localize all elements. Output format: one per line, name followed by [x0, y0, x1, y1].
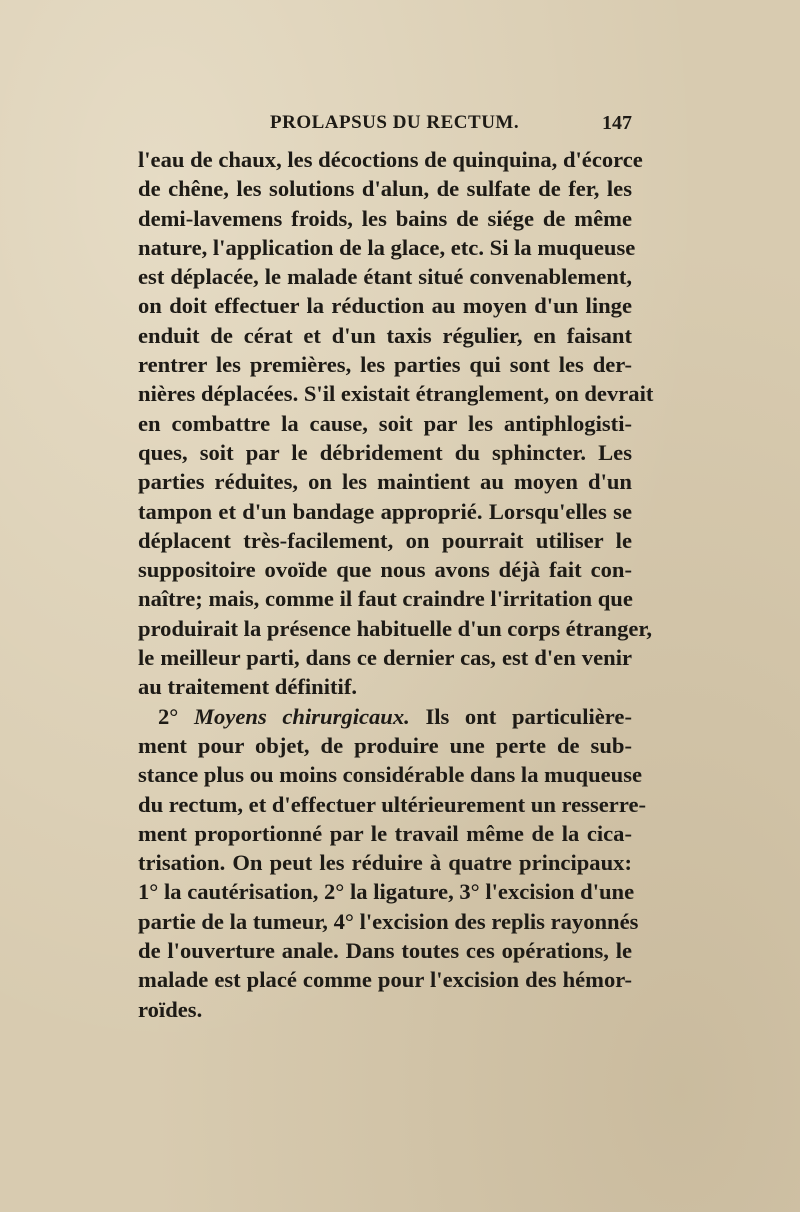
text-line: rentrer les premières, les parties qui sont les der- [138, 352, 632, 378]
text-line: en combattre la cause, soit par les antiphlogisti- [138, 410, 632, 436]
text-line: parties réduites, on les maintient au moyen d'un [138, 469, 632, 495]
text-line: est déplacée, le malade étant situé convenablement, [138, 264, 632, 290]
page-number: 147 [602, 112, 632, 134]
text-line: produirait la présence habituelle d'un corps étranger, [138, 615, 653, 641]
text-line: enduit de cérat et d'un taxis régulier, en faisant [138, 322, 632, 348]
text-line: ques, soit par le débridement du sphincter. Les [138, 439, 632, 465]
text-line: suppositoire ovoïde que nous avons déjà fait con- [138, 557, 632, 583]
text-line: de chêne, les solutions d'alun, de sulfate de fer, les [138, 176, 632, 202]
text-line: on doit effectuer la réduction au moyen d'un linge [138, 293, 632, 319]
text-line: du rectum, et d'effectuer ultérieurement un resserre- [138, 791, 646, 817]
text-line: stance plus ou moins considérable dans la muqueuse [138, 762, 643, 788]
text-line: malade est placé comme pour l'excision des hémor- [138, 967, 632, 993]
text-line: ment proportionné par le travail même de la cica- [138, 820, 632, 846]
text-line: 1° la cautérisation, 2° la ligature, 3° l'excision d'une [138, 879, 635, 905]
text-line: roïdes. [138, 996, 203, 1022]
paragraph-2-first-line [138, 702, 632, 731]
text-line: déplacent très-facilement, on pourrait utiliser le [138, 527, 632, 553]
text-line: tampon et d'un bandage approprié. Lorsqu'elles se [138, 498, 632, 524]
text-line: le meilleur parti, dans ce dernier cas, est d'en venir [138, 645, 632, 671]
paragraph-text: Ils ont particulière- [425, 703, 632, 729]
text-line: partie de la tumeur, 4° l'excision des replis rayonnés [138, 908, 639, 934]
text-line: de l'ouverture anale. Dans toutes ces opérations, le [138, 938, 632, 964]
text-line: ment pour objet, de produire une perte de sub- [138, 732, 632, 758]
body-text [138, 145, 654, 1024]
text-line: nature, l'application de la glace, etc. Si la muqueuse [138, 234, 636, 260]
running-head-title: PROLAPSUS DU RECTUM. [270, 112, 520, 133]
text-line: trisation. On peut les réduire à quatre principaux: [138, 850, 632, 876]
text-line: au traitement définitif. [138, 674, 357, 700]
running-head [138, 112, 632, 140]
text-line: nières déplacées. S'il existait étranglement, on devrait [138, 381, 654, 407]
text-line: l'eau de chaux, les décoctions de quinquina, d'écorce [138, 147, 643, 172]
text-line: naître; mais, comme il faut craindre l'irritation que [138, 586, 633, 612]
paragraph-heading: Moyens chirurgicaux. [193, 703, 410, 729]
paragraph-number: 2° [158, 703, 179, 729]
text-line: demi-lavemens froids, les bains de siége de même [138, 205, 632, 231]
